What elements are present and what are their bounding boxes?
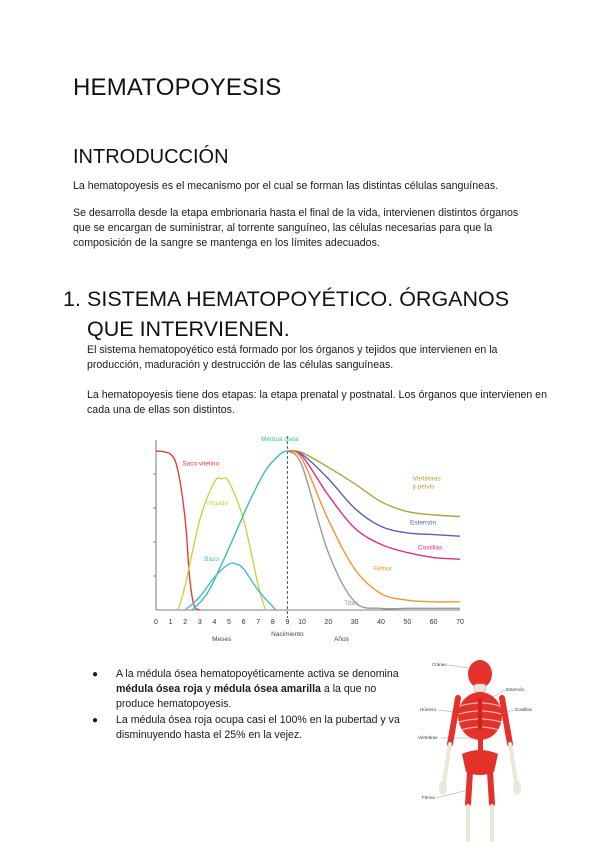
bullet-item bbox=[88, 713, 406, 743]
skeleton-label-vertebras: Vértebras bbox=[418, 735, 438, 740]
bold-term: médula ósea amarilla bbox=[213, 683, 321, 695]
series-label-5: Esternón bbox=[409, 519, 436, 527]
right-femur-icon bbox=[490, 772, 492, 804]
left-hand-icon bbox=[439, 781, 447, 795]
x-tick-label: 0 bbox=[154, 619, 158, 626]
hematopoiesis-chart bbox=[148, 432, 468, 647]
right-hand-icon bbox=[513, 781, 521, 795]
series-label-2: Médula ósea bbox=[261, 436, 299, 444]
skeleton-illustration bbox=[414, 654, 564, 848]
x-tick-label: 20 bbox=[324, 619, 333, 626]
bullet-text: A la médula ósea hematopoyéticamente activa se denomina bbox=[116, 668, 399, 680]
axis-group-label-nacimiento: Nacimiento bbox=[271, 631, 304, 638]
series-label-7: Fémur bbox=[373, 565, 392, 573]
chart-labels bbox=[182, 436, 443, 607]
intro-paragraph-1: La hematopoyesis es el mecanismo por el cual se forman las distintas células sanguíneas. bbox=[73, 180, 499, 192]
jaw-icon bbox=[474, 684, 486, 692]
section-heading: SISTEMA HEMATOPOYÉTICO. ÓRGANOS QUE INTERVIENEN. bbox=[87, 287, 510, 341]
intro-paragraph-2: Se desarrolla desde la etapa embrionaria hasta el final de la vida, intervienen distintos órganos que se encargan de suministrar, al torrente sanguíneo, las células necesarias para que la composición de la sangre se mantenga en los límites adecuados. bbox=[73, 207, 519, 249]
bullet-list bbox=[88, 667, 406, 744]
bullet-text: a la que no produce hematopoyesis. bbox=[116, 683, 377, 710]
skeleton-label-craneo: Cráneo bbox=[432, 662, 447, 667]
x-tick-label: 2 bbox=[183, 619, 188, 626]
skeleton-label-costillas: Costillas bbox=[515, 707, 533, 712]
x-tick-label: 70 bbox=[456, 619, 464, 626]
bold-term: médula ósea roja bbox=[116, 683, 203, 695]
series-line-2 bbox=[193, 451, 288, 610]
x-tick-label: 30 bbox=[350, 619, 359, 626]
sternum-icon bbox=[478, 698, 482, 730]
x-tick-label: 3 bbox=[197, 619, 202, 626]
section-paragraph-2: La hematopoyesis tiene dos etapas: la etapa prenatal y postnatal. Los órganos que intervienen en cada una de ellas son distintos. bbox=[87, 389, 547, 416]
x-tick-label: 8 bbox=[270, 619, 275, 626]
series-label-3: Bazo bbox=[204, 555, 220, 563]
bullet-text: La médula ósea roja ocupa casi el 100% en la pubertad y va disminuyendo hasta el 25% en la vejez. bbox=[116, 714, 400, 741]
series-label-8: Tibia bbox=[344, 600, 358, 608]
page-title: HEMATOPOYESIS bbox=[73, 74, 282, 101]
x-tick-label: 40 bbox=[377, 619, 385, 626]
series-label-1: Hígado bbox=[207, 500, 229, 508]
left-femur-icon bbox=[468, 772, 470, 804]
skeleton-label-esternon: Esternón bbox=[506, 687, 525, 692]
bullet-text: y bbox=[202, 683, 214, 695]
skeleton-label-humero: Húmero bbox=[420, 707, 437, 712]
bullet-marker: ● bbox=[92, 715, 99, 726]
x-tick-label: 60 bbox=[429, 619, 438, 626]
x-tick-label: 10 bbox=[298, 619, 306, 626]
series-label-4: y pelvis bbox=[412, 483, 435, 491]
right-humerus-icon bbox=[502, 698, 510, 744]
section-paragraph-1: El sistema hematopoyético está formado por los órganos y tejidos que intervienen en la producción, maduración y destrucción de las células sanguíneas. bbox=[87, 344, 498, 371]
x-tick-label: 7 bbox=[256, 619, 261, 626]
bullet-marker: ● bbox=[92, 669, 99, 680]
section-number: 1. bbox=[63, 287, 81, 311]
axis-group-label-meses: Meses bbox=[212, 636, 232, 643]
x-tick-label: 50 bbox=[403, 619, 412, 626]
x-tick-label: 6 bbox=[241, 619, 246, 626]
series-label-4: Vértebras bbox=[412, 475, 441, 483]
x-tick-label: 4 bbox=[212, 619, 217, 626]
series-line-0 bbox=[156, 451, 200, 610]
right-forearm-icon bbox=[510, 744, 516, 782]
x-tick-label: 1 bbox=[168, 619, 173, 626]
skeleton-label-femur: Fémur bbox=[422, 795, 436, 800]
axis-group-label-anos: Años bbox=[334, 636, 349, 643]
bullet-item bbox=[88, 667, 406, 712]
intro-heading: INTRODUCCIÓN bbox=[73, 146, 229, 168]
x-tick-label: 9 bbox=[285, 619, 290, 626]
series-label-6: Costillas bbox=[417, 544, 443, 552]
series-label-0: Saco vitelino bbox=[182, 460, 220, 468]
x-tick-label: 5 bbox=[227, 619, 231, 626]
left-humerus-icon bbox=[450, 698, 458, 744]
left-forearm-icon bbox=[444, 744, 450, 782]
